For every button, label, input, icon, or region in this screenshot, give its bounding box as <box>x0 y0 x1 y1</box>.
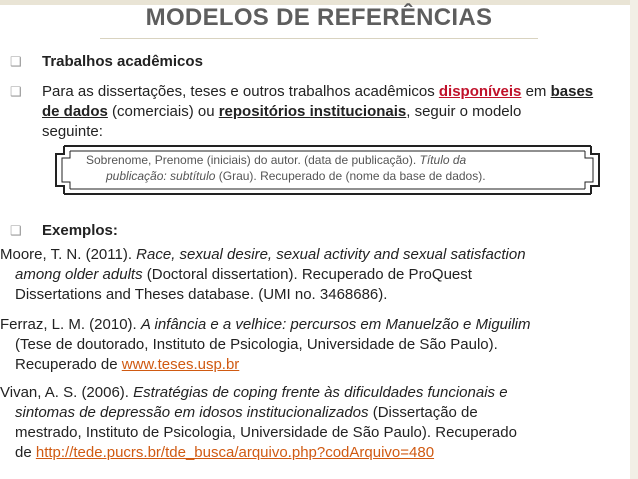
text-run: seguinte: <box>42 123 103 140</box>
square-bullet-icon: ❑ <box>10 84 22 99</box>
text-run: Para as dissertações, teses e outros trabalhos acadêmicos <box>42 83 439 100</box>
italic-run: Estratégias de coping frente às dificuldades funcionais e <box>133 384 508 401</box>
text-run: , seguir o modelo <box>406 103 522 120</box>
model-line-2 <box>86 168 576 184</box>
bullet-text: Trabalhos acadêmicos <box>42 53 203 70</box>
italic-run: Título da <box>419 153 467 167</box>
italic-run: Race, sexual desire, sexual activity and sexual satisfaction <box>136 246 526 263</box>
text-run: (Grau). Recuperado de (nome da base de dados). <box>215 169 486 183</box>
right-decor-band <box>630 0 638 479</box>
text-run: (Dissertação de <box>368 404 478 421</box>
reference-model-box <box>50 140 605 200</box>
link-teses-usp[interactable]: www.teses.usp.br <box>121 356 240 373</box>
title-divider <box>100 38 538 39</box>
bullet-text <box>42 82 602 142</box>
ref-continuation: Dissertations and Theses database. (UMI no. 3468686). <box>15 286 388 303</box>
slide-title: MODELOS DE REFERÊNCIAS <box>145 4 493 31</box>
text-run: Ferraz, L. M. (2010). <box>0 316 141 333</box>
text-run: Moore, T. N. (2011). <box>0 246 137 263</box>
italic-run: A infância e a velhice: percursos em Manuelzão e Miguilim <box>140 316 531 333</box>
emphasis-available: disponíveis <box>438 83 522 100</box>
reference-example-vivan <box>0 383 610 463</box>
reference-example-moore <box>0 245 610 305</box>
italic-run: publicação: subtítulo <box>106 169 216 183</box>
ref-continuation: mestrado, Instituto de Psicologia, Universidade de São Paulo). Recuperado <box>15 424 517 441</box>
ref-continuation: (Tese de doutorado, Instituto de Psicologia, Universidade de São Paulo). <box>15 336 498 353</box>
text-run: (comerciais) ou <box>107 103 219 120</box>
emphasis-repositories: repositórios institucionais <box>218 103 407 120</box>
text-run: de <box>15 444 36 461</box>
bullet-text: Exemplos: <box>42 222 118 239</box>
ref-continuation <box>0 443 610 463</box>
square-bullet-icon: ❑ <box>10 223 22 238</box>
ref-continuation <box>0 355 610 375</box>
text-run: Sobrenome, Prenome (iniciais) do autor. (data de publicação). <box>86 153 420 167</box>
reference-example-ferraz <box>0 315 610 375</box>
text-run: Vivan, A. S. (2006). <box>0 384 134 401</box>
text-run: Recuperado de <box>15 356 122 373</box>
emphasis-databases: bases de dados <box>42 83 594 120</box>
square-bullet-icon: ❑ <box>10 54 22 69</box>
italic-run: sintomas de depressão em idosos institucionalizados <box>15 404 369 421</box>
reference-model-text <box>86 152 576 184</box>
ref-continuation <box>0 403 610 423</box>
text-run: em <box>521 83 551 100</box>
italic-run: among older adults <box>15 266 143 283</box>
link-tede-pucrs[interactable]: http://tede.pucrs.br/tde_busca/arquivo.php?codArquivo=480 <box>35 444 435 461</box>
text-run: (Doctoral dissertation). Recuperado de ProQuest <box>142 266 472 283</box>
ref-continuation <box>0 265 610 285</box>
